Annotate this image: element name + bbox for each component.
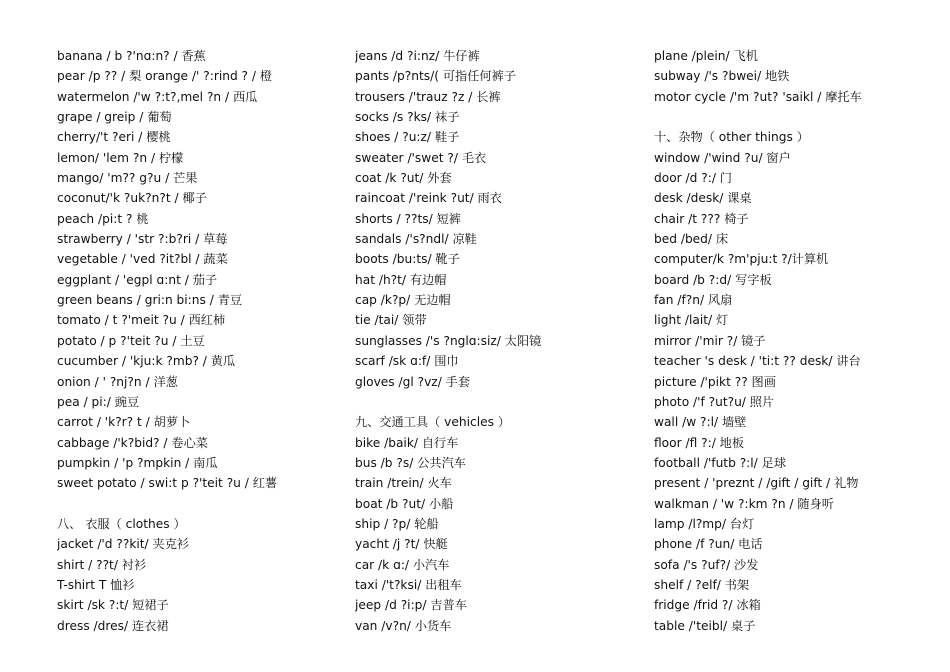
vocab-entry: onion / ' ?nj?n / 洋葱	[57, 374, 178, 389]
vocab-entry: cucumber / 'kju:k ?mb? / 黄瓜	[57, 354, 236, 369]
vocab-entry: shoes / ?u:z/ 鞋子	[355, 130, 460, 145]
vocab-entry: boots /bu:ts/ 靴子	[355, 252, 460, 267]
vocab-entry: plane /plein/ 飞机	[654, 49, 758, 63]
vocab-entry: subway /'s ?bwei/ 地铁	[654, 69, 790, 84]
blank-line	[355, 392, 645, 412]
vocab-entry: sofa /'s ?uf?/ 沙发	[654, 557, 759, 572]
vocab-entry: sweet potato / swi:t p ?'teit ?u / 红薯	[57, 476, 278, 491]
vocab-entry: door /d ?:/ 门	[654, 171, 732, 186]
vocab-entry: board /b ?:d/ 写字板	[654, 272, 772, 287]
vocab-entry: gloves /gl ?vz/ 手套	[355, 374, 471, 389]
vocab-entry: shelf / ?elf/ 书架	[654, 577, 750, 592]
vocab-entry: tie /tai/ 领带	[355, 313, 427, 328]
vocab-entry: car /k ɑ:/ 小汽车	[355, 557, 450, 572]
vocab-entry: banana / b ?'nɑ:n? / 香蕉	[57, 49, 206, 63]
vocab-entry: window /'wind ?u/ 窗户	[654, 150, 791, 165]
vocab-entry: dress /dres/ 连衣裙	[57, 618, 169, 633]
column-2	[355, 46, 645, 636]
vocab-entry: potato / p ?'teit ?u / 土豆	[57, 333, 205, 348]
blank-line	[654, 107, 944, 127]
vocab-entry: pants /p?nts/( 可指任何裤子	[355, 69, 516, 84]
vocab-entry: chair /t ??? 椅子	[654, 211, 749, 226]
vocab-entry: raincoat /'reink ?ut/ 雨衣	[355, 191, 502, 206]
vocab-entry: jeans /d ?i:nz/ 牛仔裤	[355, 49, 480, 63]
vocab-entry: shirt / ??t/ 衬衫	[57, 557, 147, 572]
vocab-entry: van /v?n/ 小货车	[355, 618, 452, 633]
vocab-entry: pea / pi:/ 豌豆	[57, 394, 140, 409]
vocab-entry: present / 'preznt / /gift / gift / 礼物	[654, 476, 859, 491]
vocab-entry: cherry/'t ?eri / 樱桃	[57, 130, 171, 145]
vocab-entry: cabbage /'k?bid? / 卷心菜	[57, 435, 208, 450]
vocab-entry: table /'teibl/ 桌子	[654, 618, 756, 633]
vocab-entry: photo /'f ?ut?u/ 照片	[654, 394, 775, 409]
vocab-entry: hat /h?t/ 有边帽	[355, 272, 447, 287]
vocab-entry: boat /b ?ut/ 小船	[355, 496, 454, 511]
vocab-entry: cap /k?p/ 无边帽	[355, 293, 451, 308]
vocab-entry: motor cycle /'m ?ut? 'saikl / 摩托车	[654, 89, 862, 104]
vocab-entry: sweater /'swet ?/ 毛衣	[355, 150, 487, 165]
vocab-entry: scarf /sk ɑ:f/ 围巾	[355, 354, 459, 369]
vocab-entry: watermelon /'w ?:t?,mel ?n / 西瓜	[57, 89, 258, 104]
vocab-entry: tomato / t ?'meit ?u / 西红柿	[57, 313, 226, 328]
vocab-entry: fan /f?n/ 风扇	[654, 293, 733, 308]
vocab-entry: trousers /'trauz ?z / 长裤	[355, 89, 501, 104]
vocab-entry: coat /k ?ut/ 外套	[355, 171, 452, 186]
vocab-entry: jeep /d ?i:p/ 吉普车	[355, 598, 467, 613]
vocab-entry: taxi /'t?ksi/ 出租车	[355, 577, 462, 592]
vocab-entry: coconut/'k ?uk?n?t / 椰子	[57, 191, 207, 206]
vocab-entry: desk /desk/ 课桌	[654, 191, 752, 206]
section-heading: 九、交通工具（ vehicles ）	[355, 415, 511, 430]
vocab-entry: picture /'pikt ?? 图画	[654, 374, 776, 389]
vocab-entry: train /trein/ 火车	[355, 476, 452, 491]
vocab-entry: bus /b ?s/ 公共汽车	[355, 455, 466, 470]
vocab-entry: pear /p ?? / 梨 orange /' ?:rind ? / 橙	[57, 69, 273, 84]
vocab-entry: yacht /j ?t/ 快艇	[355, 537, 448, 552]
vocab-entry: socks /s ?ks/ 袜子	[355, 110, 460, 125]
vocab-entry: carrot / 'k?r? t / 胡萝卜	[57, 415, 191, 430]
column-1	[57, 46, 342, 636]
vocab-entry: ship / ?p/ 轮船	[355, 516, 439, 531]
blank-line	[57, 494, 342, 514]
vocab-entry: wall /w ?:l/ 墙壁	[654, 415, 747, 430]
vocab-entry: bike /baik/ 自行车	[355, 435, 459, 450]
vocab-entry: skirt /sk ?:t/ 短裙子	[57, 598, 169, 613]
vocab-entry: peach /pi:t ? 桃	[57, 211, 149, 226]
vocab-entry: shorts / ??ts/ 短裤	[355, 211, 461, 226]
vocab-entry: phone /f ?un/ 电话	[654, 537, 763, 552]
vocab-entry: mango/ 'm?? g?u / 芒果	[57, 171, 198, 186]
vocab-entry: teacher 's desk / 'ti:t ?? desk/ 讲台	[654, 354, 861, 369]
vocab-entry: green beans / gri:n bi:ns / 青豆	[57, 293, 243, 308]
vocab-entry: eggplant / 'egpl ɑ:nt / 茄子	[57, 272, 218, 287]
vocab-entry: T-shirt T 恤衫	[57, 577, 135, 592]
vocab-entry: vegetable / 'ved ?it?bl / 蔬菜	[57, 252, 228, 267]
vocab-entry: walkman / 'w ?:km ?n / 随身听	[654, 496, 834, 511]
vocab-entry: jacket /'d ??kit/ 夹克衫	[57, 537, 190, 552]
vocab-entry: light /lait/ 灯	[654, 313, 729, 328]
vocab-entry: football /'futb ?:l/ 足球	[654, 455, 787, 470]
vocab-entry: mirror /'mir ?/ 镜子	[654, 333, 766, 348]
vocab-entry: sunglasses /'s ?nglɑ:siz/ 太阳镜	[355, 333, 542, 348]
vocab-entry: floor /fl ?:/ 地板	[654, 435, 745, 450]
section-heading: 八、 衣服（ clothes ）	[57, 516, 186, 531]
vocab-entry: lemon/ 'lem ?n / 柠檬	[57, 150, 184, 165]
vocab-entry: strawberry / 'str ?:b?ri / 草莓	[57, 232, 228, 247]
vocab-entry: computer/k ?m'pju:t ?/计算机	[654, 252, 829, 267]
vocab-entry: grape / greip / 葡萄	[57, 110, 172, 125]
column-3	[654, 46, 944, 636]
vocab-entry: lamp /l?mp/ 台灯	[654, 516, 755, 531]
section-heading: 十、杂物（ other things ）	[654, 130, 809, 145]
vocab-entry: pumpkin / 'p ?mpkin / 南瓜	[57, 455, 218, 470]
vocab-entry: fridge /frid ?/ 冰箱	[654, 598, 761, 613]
vocab-entry: sandals /'s?ndl/ 凉鞋	[355, 232, 477, 247]
vocab-entry: bed /bed/ 床	[654, 232, 729, 247]
